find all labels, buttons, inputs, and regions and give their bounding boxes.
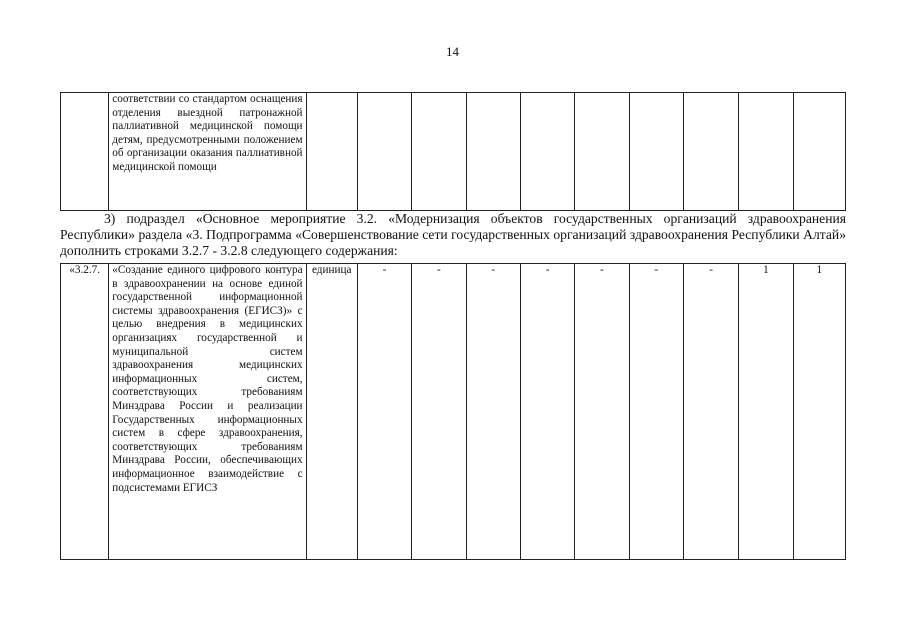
value-cell: - — [466, 264, 520, 560]
value-cell: - — [683, 264, 738, 560]
value-cell — [575, 93, 629, 211]
unit-cell: единица — [306, 264, 357, 560]
value-cell — [466, 93, 520, 211]
indicator-table-continued — [60, 92, 846, 211]
value-cell: - — [629, 264, 683, 560]
value-cell — [629, 93, 683, 211]
amendment-paragraph — [60, 211, 846, 259]
row-number-cell: «3.2.7. — [61, 264, 109, 560]
value-cell — [739, 93, 793, 211]
page-number: 14 — [446, 44, 459, 59]
row-number-cell — [61, 93, 109, 211]
value-cell — [683, 93, 738, 211]
row-description-cell: «Создание единого цифрового контура в здравоохранении на основе единой государственной информационной системы здравоохранения (ЕГИСЗ)» с целью внедрения в медицинских организациях государственной и муниципальной систем здравоохранения медицинских информационных систем, соответствующих требованиям Минздрава России и реализации Государственных информационных систем в сфере здравоохранения, соответствующих требованиям Минздрава России, обеспечивающих информационное взаимодействие с подсистемами ЕГИСЗ — [109, 264, 306, 560]
row-description-cell: соответствии со стандартом оснащения отделения выездной патронажной паллиативной медицинской помощи детям, предусмотренными положением об организации оказания паллиативной медицинской помощи — [109, 93, 306, 211]
value-cell — [793, 93, 845, 211]
value-cell: - — [575, 264, 629, 560]
amendment-text: 3) подраздел «Основное мероприятие 3.2. «Модернизация объектов государственных организаций здравоохранения Республики» раздела «3. Подпрограмма «Совершенствование сети государственных организаций здравоохранения Республики Алтай» дополнить строками 3.2.7 - 3.2.8 следующего содержания: — [60, 211, 846, 258]
unit-cell — [306, 93, 357, 211]
value-cell — [520, 93, 574, 211]
value-cell — [412, 93, 466, 211]
value-cell: - — [520, 264, 574, 560]
value-cell: 1 — [739, 264, 793, 560]
value-cell: - — [357, 264, 411, 560]
value-cell: - — [412, 264, 466, 560]
value-cell: 1 — [793, 264, 845, 560]
value-cell — [357, 93, 411, 211]
table-row — [61, 93, 846, 211]
indicator-table-new-rows — [60, 263, 846, 560]
table-row — [61, 264, 846, 560]
